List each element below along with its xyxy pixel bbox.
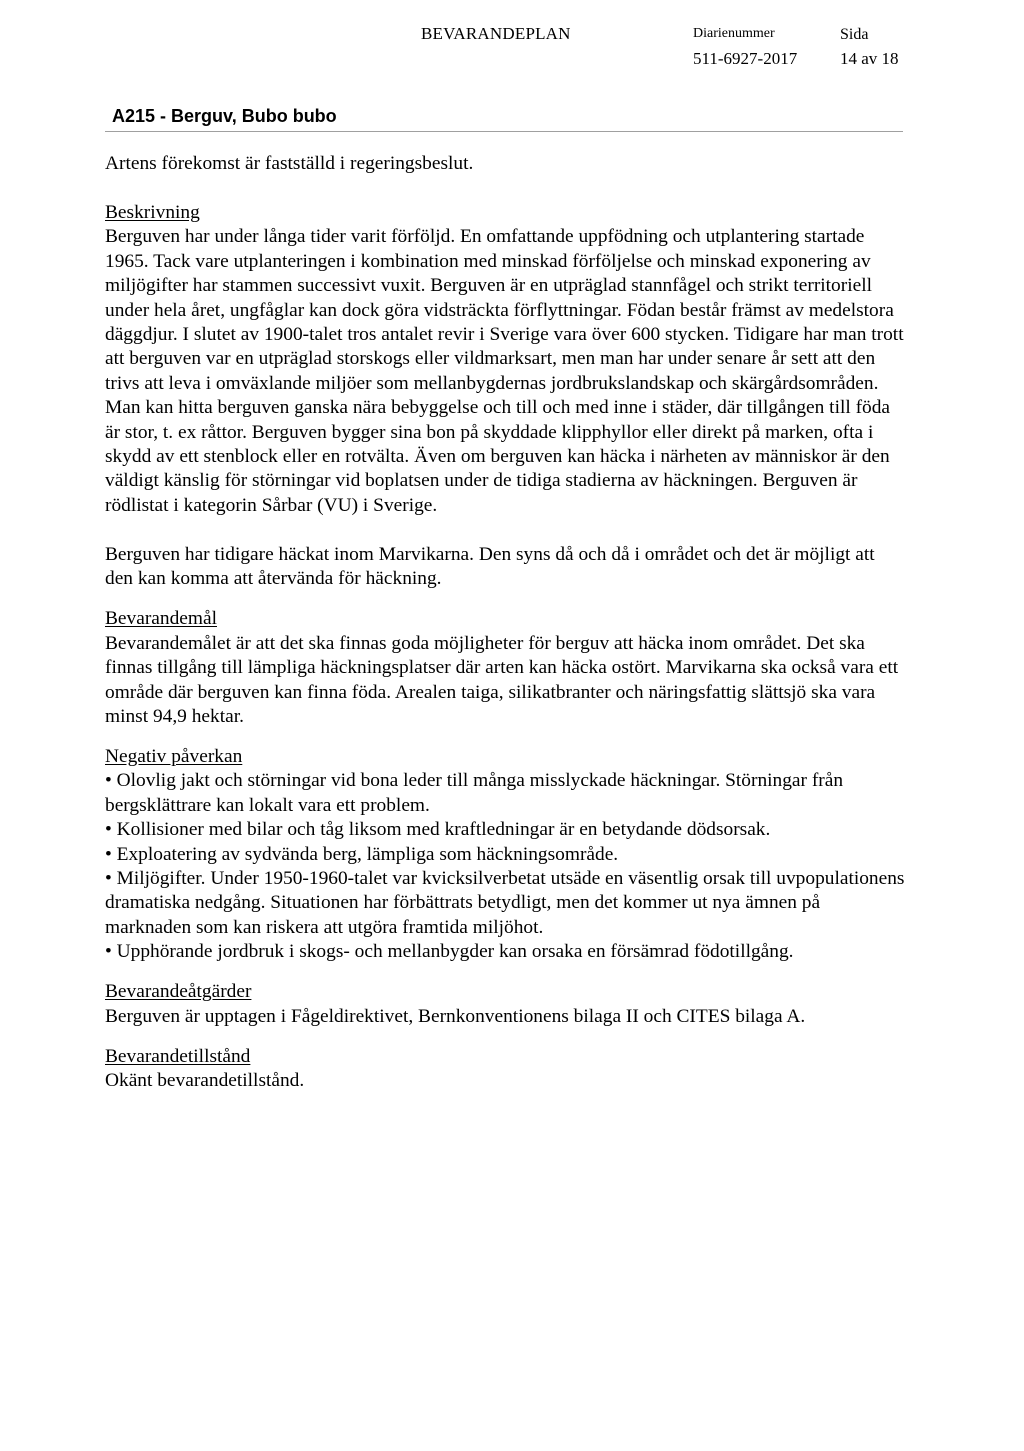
diarienummer-label: Diarienummer [693,26,775,41]
bevarandetillstand-heading: Bevarandetillstånd [105,1045,251,1067]
page-number: 14 av 18 [840,49,899,68]
beskrivning-heading: Beskrivning [105,202,200,223]
bevarandeatgarder-heading: Bevarandeåtgärder [105,981,252,1003]
bevarandetillstand-text: Okänt bevarandetillstånd. [105,1069,305,1091]
intro-text: Artens förekomst är fastställd i regeringsbeslut. [105,153,474,174]
document-body [105,152,905,1093]
species-heading: A215 - Berguv, Bubo bubo [112,106,337,126]
beskrivning-paragraph-1: Berguven har under långa tider varit förföljd. En omfattande uppfödning och utplantering startade 1965. Tack vare utplanteringen i kombination med minskad förföljelse och minskad exponering av miljögifter har stammen successivt vuxit. Berguven är en utpräglad stannfågel och strikt territoriell under hela året, ungfåglar kan dock göra vidsträckta förflyttningar. Födan består främst av medelstora däggdjur. I slutet av 1900-talet tros antalet revir i Sverige vara över 600 stycken. Tidigare har man trott att berguven var en utpräglad storskogs eller vildmarksart, men man har under senare år sett att den trivs att leva i omväxlande miljöer som mellanbygdernas jordbrukslandskap och skärgårdsområden. Man kan hitta berguven ganska nära bebyggelse och till och med inne i städer, där tillgången till föda är stor, t. ex råttor. Berguven bygger sina bon på skyddade klipphyllor eller direkt på marken, ofta i skydd av ett stenblock eller en rotvälta. Även om berguven kan häcka i närheten av människor är den väldigt känslig för störningar vid boplatsen under de tidiga stadierna av häckningen. Berguven är rödlistat i kategorin Sårbar (VU) i Sverige. [105,226,904,516]
page-label: Sida [840,26,869,43]
bevarandemal-heading: Bevarandemål [105,608,217,630]
beskrivning-paragraph-2: Berguven har tidigare häckat inom Marvikarna. Den syns då och då i området och det är möjligt att den kan komma att återvända för häckning. [105,543,875,590]
list-item: • Kollisioner med bilar och tåg liksom med kraftledningar är en betydande dödsorsak. [105,819,771,841]
list-item: • Olovlig jakt och störningar vid bona leder till många misslyckade häckningar. Störningar från bergsklättrare kan lokalt vara ett problem. [105,770,844,816]
negativ-paverkan-heading: Negativ påverkan [105,745,243,767]
bevarandeatgarder-text: Berguven är upptagen i Fågeldirektivet, Bernkonventionens bilaga II och CITES bilaga A. [105,1005,806,1027]
bevarandemal-text: Bevarandemålet är att det ska finnas goda möjligheter för berguv att häcka inom området. Det ska finnas tillgång till lämpliga häckningsplatser där arten kan häcka ostört. Marvikarna ska också vara ett område där berguven kan finna föda. Arealen taiga, silikatbranter och näringsfattig slättsjö ska vara minst 94,9 hektar. [105,632,899,727]
diarienummer-value: 511-6927-2017 [693,49,798,68]
list-item: • Miljögifter. Under 1950-1960-talet var kvicksilverbetat utsäde en väsentlig orsak till uvpopulationens dramatiska nedgång. Situationen har förbättrats betydligt, men det kommer ut nya ämnen på marknaden som kan riskera att utgöra framtida miljöhot. [105,867,905,938]
document-type-title: BEVARANDEPLAN [421,24,571,43]
negativ-paverkan-list [105,769,905,964]
list-item: • Exploatering av sydvända berg, lämpliga som häckningsområde. [105,843,619,865]
heading-divider [105,131,903,132]
list-item: • Upphörande jordbruk i skogs- och mellanbygder kan orsaka en försämrad födotillgång. [105,941,794,963]
